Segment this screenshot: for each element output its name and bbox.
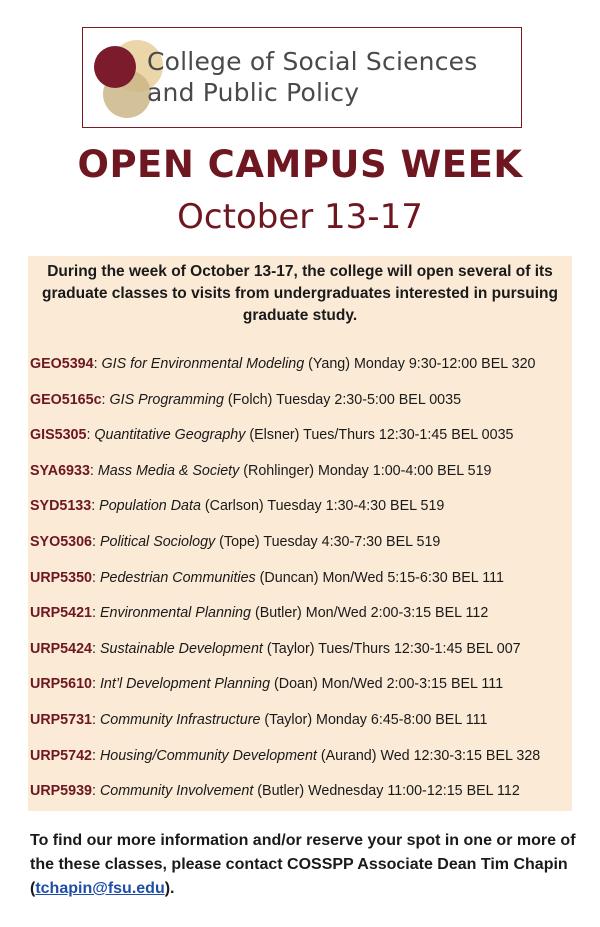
contact-email-link[interactable]: tchapin@fsu.edu (35, 880, 165, 897)
course-name: GIS Programming (109, 391, 224, 408)
course-item: URP5731: Community Infrastructure (Taylor) Monday 6:45-8:00 BEL 111 (30, 711, 488, 728)
course-item: SYO5306: Political Sociology (Tope) Tuesday 4:30-7:30 BEL 519 (30, 533, 441, 550)
course-code: URP5610 (30, 676, 92, 693)
course-code: URP5939 (30, 783, 92, 800)
course-name: Int’l Development Planning (99, 676, 271, 693)
course-details: (Aurand) Wed 12:30-3:15 BEL 328 (316, 747, 541, 764)
course-code: GIS5305 (30, 427, 87, 444)
course-details: (Butler) Wednesday 11:00-12:15 BEL 112 (253, 783, 520, 800)
course-item: GEO5165c: GIS Programming (Folch) Tuesday 2:30-5:00 BEL 0035 (30, 391, 462, 408)
course-name: Community Involvement (99, 783, 254, 800)
course-code: GEO5394 (30, 356, 94, 372)
college-name-line2: and Public Policy (147, 78, 360, 107)
course-details: (Yang) Monday 9:30-12:00 BEL 320 (304, 356, 536, 372)
course-item: URP5424: Sustainable Development (Taylor) Tues/Thurs 12:30-1:45 BEL 007 (30, 640, 521, 657)
course-code: URP5742 (30, 747, 92, 764)
course-details: (Folch) Tuesday 2:30-5:00 BEL 0035 (223, 391, 462, 408)
course-name: Environmental Planning (99, 605, 251, 622)
course-details: (Doan) Mon/Wed 2:00-3:15 BEL 111 (270, 676, 504, 693)
course-name: GIS for Environmental Modeling (101, 356, 305, 372)
course-item: SYA6933: Mass Media & Society (Rohlinger) Monday 1:00-4:00 BEL 519 (30, 462, 492, 479)
contact-text: To find our more information and/or reserve your spot in one or more of the these classes, please contact COSSPP Associate Dean Tim Chapin ( (30, 832, 576, 897)
course-name: Housing/Community Development (99, 747, 317, 764)
course-details: (Butler) Mon/Wed 2:00-3:15 BEL 112 (250, 605, 489, 622)
course-item: URP5939: Community Involvement (Butler) Wednesday 11:00-12:15 BEL 112 (30, 783, 520, 800)
course-item: GIS5305: Quantitative Geography (Elsner) Tues/Thurs 12:30-1:45 BEL 0035 (30, 427, 514, 444)
course-code: GEO5165c (30, 391, 102, 408)
page-title: OPEN CAMPUS WEEK (77, 143, 523, 186)
schedule-panel (28, 256, 572, 811)
course-name: Quantitative Geography (94, 427, 246, 444)
course-name: Pedestrian Communities (99, 569, 256, 586)
course-item: URP5421: Environmental Planning (Butler) Mon/Wed 2:00-3:15 BEL 112 (30, 605, 489, 622)
course-list (30, 356, 570, 819)
course-item: URP5610: Int’l Development Planning (Doan) Mon/Wed 2:00-3:15 BEL 111 (30, 676, 504, 693)
course-code: URP5424 (30, 640, 92, 657)
college-name-line1: College of Social Sciences (147, 47, 478, 76)
course-details: (Elsner) Tues/Thurs 12:30-1:45 BEL 0035 (245, 427, 514, 444)
course-code: SYA6933 (30, 462, 90, 479)
college-logo-box (82, 27, 522, 128)
course-name: Community Infrastructure (99, 711, 261, 728)
course-code: SYD5133 (30, 498, 92, 515)
course-code: URP5421 (30, 605, 92, 622)
contact-info (30, 829, 590, 901)
course-details: (Taylor) Tues/Thurs 12:30-1:45 BEL 007 (262, 640, 521, 657)
course-item: SYD5133: Population Data (Carlson) Tuesday 1:30-4:30 BEL 519 (30, 498, 445, 515)
course-item: URP5742: Housing/Community Development (Aurand) Wed 12:30-3:15 BEL 328 (30, 747, 541, 764)
course-name: Mass Media & Society (97, 462, 240, 479)
course-code: URP5350 (30, 569, 92, 586)
course-item: URP5350: Pedestrian Communities (Duncan) Mon/Wed 5:15-6:30 BEL 111 (30, 569, 504, 586)
course-details: (Carlson) Tuesday 1:30-4:30 BEL 519 (200, 498, 445, 515)
course-details: (Duncan) Mon/Wed 5:15-6:30 BEL 111 (255, 569, 504, 586)
course-code: URP5731 (30, 711, 92, 728)
course-item: GEO5394: GIS for Environmental Modeling (Yang) Monday 9:30-12:00 BEL 320 (30, 356, 536, 372)
event-dates: October 13-17 (177, 197, 423, 237)
intro-text: During the week of October 13-17, the college will open several of its graduate classes to visits from undergraduates interested in pursuing graduate study. (42, 263, 558, 324)
course-details: (Rohlinger) Monday 1:00-4:00 BEL 519 (239, 462, 492, 479)
college-name (147, 46, 519, 108)
course-code: SYO5306 (30, 533, 92, 550)
course-name: Sustainable Development (99, 640, 263, 657)
course-name: Population Data (99, 498, 201, 515)
course-details: (Taylor) Monday 6:45-8:00 BEL 111 (260, 711, 488, 728)
course-name: Political Sociology (99, 533, 216, 550)
course-details: (Tope) Tuesday 4:30-7:30 BEL 519 (215, 533, 441, 550)
contact-text-end: ). (164, 880, 175, 897)
